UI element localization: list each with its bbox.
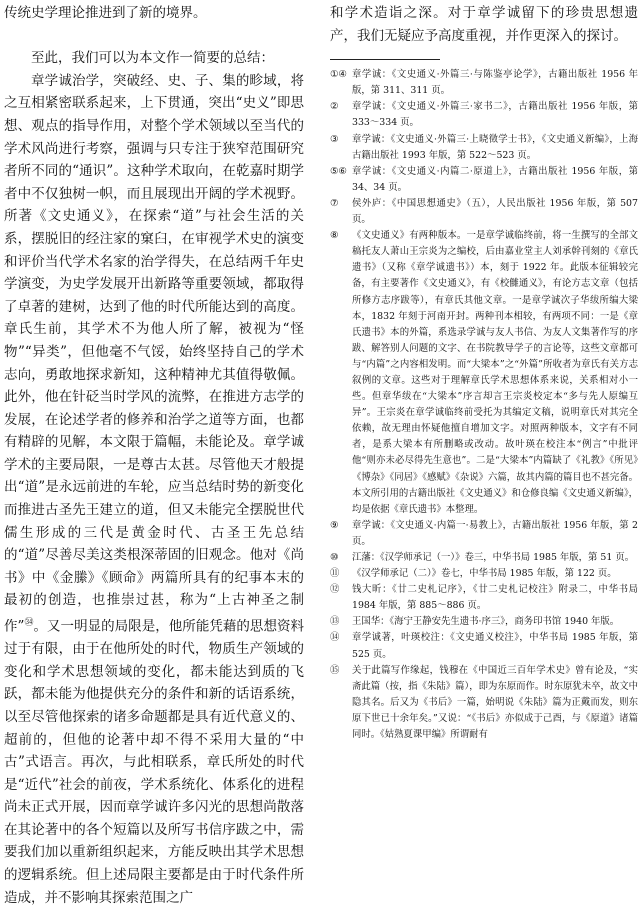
footnote <box>330 614 638 630</box>
footnote-text: 章学诚：《文史通义·内篇一·易教上》，古籍出版社 1956 年版，第 2 页。 <box>352 519 638 547</box>
footnote-marker: ⑫ <box>330 584 340 596</box>
footnote <box>330 566 638 582</box>
footnote <box>330 196 638 228</box>
paragraph-text: 章学诚治学，突破经、史、子、集的畛域，将之互相紧密联系起来，上下贯通，突出“史义”即思想、观点的指导作用，对整个学术领域以至当代的学术风尚进行考察，强调与只专注于狭窄范围研究者所不同的“通识”。这种学术取向，在乾嘉时期学者中不仅独树一帜，而且展现出开阔的学术视野。所著《文史通义》，在探索“道”与社会生活的关系，摆脱旧的经注家的窠臼，在审视学术史的演变和评价当代学术名家的治学得失，在总结两千年史学演变，为史学发展开出新路等重要领域，都取得了卓著的建树，达到了他的时代所能达到的高度。章氏生前，其学术不为他人所了解，被视为“怪物”“异类”，但他毫不气馁，始终坚持自己的学术志向，勇敢地探求新知，这种精神尤其值得敬佩。此外，他在针砭当时学风的流弊，在推进方志学的发展，在论述学者的修养和治学之道等方面，也都有精辟的见解，本文限于篇幅，未能论及。章学诚学术的主要局限，一是尊古太甚。尽管他天才般提出“道”是永远前进的车轮，应当总结时势的新变化而推进古圣先王建立的道，但又未能完全摆脱世代儒生形成的三代是黄金时代、古圣王先总结的“道”尽善尽美这类根深蒂固的旧观念。他对《尚书》中《金縢》《顾命》两篇所具有的纪事本末的最初的创造，也推崇过甚，称为“上古神圣之制作” <box>4 72 304 635</box>
footnote <box>330 518 638 550</box>
footnote-divider <box>330 59 440 60</box>
footnote <box>330 550 638 566</box>
summary-intro-paragraph: 至此，我们可以为本文作一简要的总结： <box>31 50 274 67</box>
footnote <box>330 630 638 662</box>
footnote-marker: ⑩ <box>330 552 339 563</box>
footnote-text: 钱大昕：《廿二史札记序》，《廿二史札记校注》附录二，中华书局 1984 年版，第 885～886 页。 <box>352 584 638 612</box>
paragraph-text-continued: 。又一明显的局限是，他所能凭藉的思想资料过于有限，由于在他所处的时代，物质生产领域的变化和学术思想领域的变化，都未能达到质的飞跃，都未能为他提供充分的条件和新的话语系统，以至尽管他探索的诸多命题都是具有近代意义的、超前的，但他的论著中却不得不采用大量的“中古”式语言。再次，与此相联系，章氏所处的时代是“近代”社会的前夜，学术系统化、体系化的进程尚未正式开展，因而章学诚许多闪光的思想尚散落在其论著中的各个短篇以及所写书信序跋之中，需要我们加以重新组织起来，方能反映出其学术思想的逻辑系统。但上述局限主要都是由于时代条件所造成，并不影响其探索范围之广 <box>4 618 304 906</box>
footnote-text: 章学诚：《文史通义·外篇三·与陈鉴亭论学》，古籍出版社 1956 年版，第 311、311 页。 <box>352 69 638 97</box>
footnote-text: 《文史通义》有两种版本。一是章学诚临终前，将一生撰写的全部文稿托友人萧山王宗炎为之编校，后由嘉业堂主人刘承幹刊刻的《章氏遗书》（又称《章学诚遗书》）本，刻于 1922 年。此版本征辑较完备，有主要著作《文史通义》，有《校雠通义》，有论方志文章（包括所修方志序跋等），有章氏其他文章。一是章学诚次子华绂所编大梁本，1832 年刻于河南开封。两种刊本相较，有两项不同：一是《章氏遗书》本的外篇，系选录学诚与友人书信、为友人文集著作写的序跋、解答别人问题的文字、在书院教导学子的言论等，这些文章都可与“内篇”之内容相发明。而“大梁本”之“外篇”所收者为章氏有关方志叙例的文章。这些对于理解章氏学术思想体系来说，关系相对小一些。但章华绂在“大梁本”序言却言王宗炎校定本“多与先人原编互异”。王宗炎在章学诚临终前受托为其编定文稿，说明章氏对其完全依赖，故无理由怀疑他擅自增加文字。对照两种版本，文字有不同者，是系大梁本有所删略或改动。故叶瑛在校注本“例言”中批评他“则亦未必尽得先生意也”。二是“大梁本”内篇缺了《礼教》《所见》《博杂》《同居》《感赋》《杂说》六篇，故其内篇的篇目也不甚完备。本文所引用的古籍出版社《文史通义》和仓修良编《文史通义新编》，均是依据《章氏遗书》本整理。 <box>352 230 638 515</box>
footnote-marker: ② <box>330 101 339 113</box>
footnote-text: 章学诚：《文史通义·外篇三·上晓徵学士书》，《文史通义新编》，上海古籍出版社 1993 年版，第 522～523 页。 <box>352 133 638 161</box>
footnote-marker: ⑨ <box>330 519 339 531</box>
footnote-text: 江藩：《汉学师承记（一）》卷三，中华书局 1985 年版，第 51 页。 <box>352 552 635 563</box>
footnote <box>330 67 638 99</box>
footnote-ref[interactable]: ㉞ <box>24 618 34 629</box>
footnote-marker: ⑭ <box>330 632 340 644</box>
footnote-text: 章学诚：《文史通义·内篇二·原道上》，古籍出版社 1956 年版，第 34、34 页。 <box>352 165 638 193</box>
footnotes-list <box>330 67 638 743</box>
footnote-marker: ③ <box>330 133 339 145</box>
footnote <box>330 228 638 518</box>
footnote-marker: ⑮ <box>330 664 340 676</box>
footnote-text: 章学诚：《文史通义·外篇三·家书二》，古籍出版社 1956 年版，第 333～334 页。 <box>352 101 638 129</box>
footnote-marker: ⑪ <box>330 568 340 580</box>
footnote-marker: ⑤⑥ <box>330 165 347 177</box>
footnote-text: 王国华：《海宁王静安先生遗书·序三》，商务印书馆 1940 年版。 <box>352 616 620 628</box>
summary-paragraph <box>4 70 304 909</box>
paragraph: 传统史学理论推进到了新的境界。 <box>4 5 207 21</box>
footnote-marker: ⑬ <box>330 616 340 628</box>
footnote-marker: ⑧ <box>330 230 339 242</box>
main-text-column <box>4 2 304 906</box>
footnote-text: 关于此篇写作缘起，钱穆在《中国近三百年学术史》曾有论及，“实斋此篇（按，指《朱陆》篇），即为东原而作。时东原犹未卒，故文中隐其名。后又为《书后》一篇，始明说《朱陆》篇为正戴而发，则东原下世已十余年矣。”又说：“《书后》亦似成于己酉，与《原道》诸篇同时。《姑熟夏课甲编》所谓耐有 <box>352 664 638 741</box>
right-text-column <box>330 2 638 854</box>
footnote <box>330 582 638 614</box>
footnote-text: 章学诚著，叶瑛校注：《文史通义校注》，中华书局 1985 年版，第 525 页。 <box>352 632 638 660</box>
continuation-paragraph: 和学术造诣之深。对于章学诚留下的珍贵思想遗产，我们无疑应予高度重视，并作更深入的探讨。 <box>330 5 638 44</box>
footnote-text: 《汉学师承记（二）》卷七，中华书局 1985 年版，第 122 页。 <box>352 568 617 580</box>
footnote <box>330 164 638 196</box>
footnote-marker: ①④ <box>330 69 347 81</box>
footnote <box>330 132 638 164</box>
footnote <box>330 663 638 743</box>
footnote <box>330 99 638 131</box>
footnote-text: 侯外庐：《中国思想通史》（五），人民出版社 1956 年版，第 507 页。 <box>352 197 638 226</box>
footnote-marker: ⑦ <box>330 197 339 209</box>
